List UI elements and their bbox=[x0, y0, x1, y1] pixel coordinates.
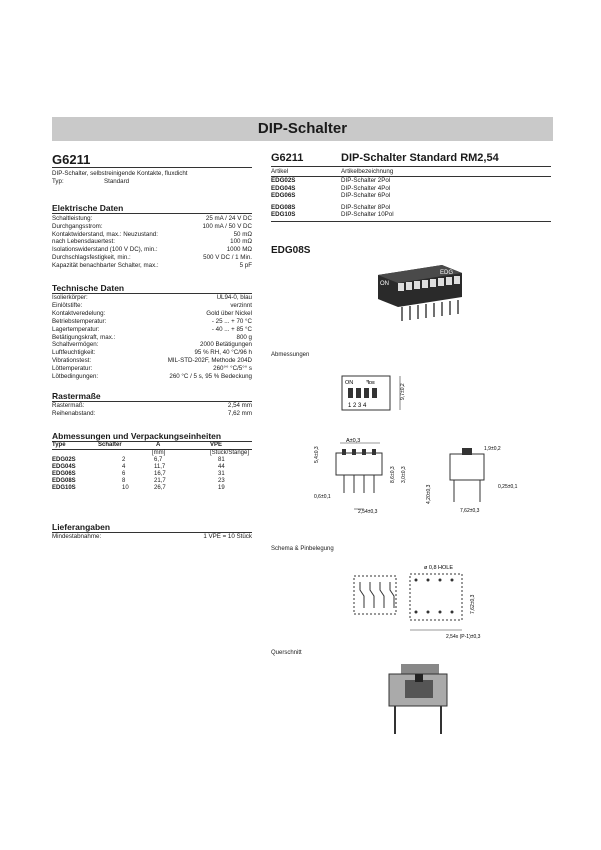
spec-row bbox=[52, 318, 252, 326]
dim-06: 0,6±0,1 bbox=[314, 494, 331, 500]
article-code: EDG08S bbox=[271, 203, 296, 211]
spec-row bbox=[52, 238, 252, 246]
divider bbox=[52, 167, 252, 168]
spec-label: nach Lebensdauertest: bbox=[52, 238, 115, 246]
row-dim: 7,62±0,3 bbox=[470, 594, 476, 614]
unit-a: [mm] bbox=[152, 450, 166, 456]
spec-row bbox=[52, 223, 252, 231]
spec-label: Kontaktwiderstand, max.: Neuzustand: bbox=[52, 230, 158, 238]
right-code: G6211 bbox=[271, 152, 304, 164]
divider bbox=[271, 221, 551, 222]
table-row bbox=[52, 485, 252, 492]
spec-value: - 25 ... + 70 °C bbox=[211, 317, 252, 325]
table-units bbox=[52, 450, 252, 458]
dim-19: 1,9±0,2 bbox=[484, 446, 501, 452]
dim-254: 2,54±0,3 bbox=[358, 509, 378, 515]
dim-97: 9,7±0,2 bbox=[400, 383, 406, 400]
table-row bbox=[52, 457, 252, 464]
table-cell: 8 bbox=[122, 478, 126, 484]
hole-label: ø 0,8 HOLE bbox=[424, 565, 454, 571]
spec-label: Isolierkörper: bbox=[52, 294, 88, 301]
table-cell: 81 bbox=[218, 457, 225, 463]
liefer-value: 1 VPE = 10 Stück bbox=[203, 533, 252, 540]
caption-abmessungen: Abmessungen bbox=[271, 352, 310, 358]
spec-label: Durchgangsstrom: bbox=[52, 222, 103, 230]
table-cell: EDG02S bbox=[52, 457, 76, 463]
article-desc: DIP-Schalter 4Pol bbox=[341, 184, 391, 192]
caption-schema: Schema & Pinbelegung bbox=[271, 546, 334, 552]
spec-label: Betätigungskraft, max.: bbox=[52, 333, 116, 341]
spec-label: Kapazität benachbarter Schalter, max.: bbox=[52, 261, 159, 269]
table-cell: 23 bbox=[218, 478, 225, 484]
spec-row bbox=[52, 262, 252, 270]
spec-value: 100 mΩ bbox=[230, 238, 252, 246]
table-cell: 44 bbox=[218, 464, 225, 470]
unit-vpe: [Stück/Stange] bbox=[210, 450, 250, 456]
spec-row bbox=[52, 246, 252, 254]
end-view-drawing bbox=[420, 440, 530, 515]
table-row bbox=[52, 471, 252, 478]
section-abm: Abmessungen und Verpackungseinheiten bbox=[52, 431, 252, 442]
spec-label: Schaltvermögen: bbox=[52, 341, 99, 349]
spec-label: Einlötstifte: bbox=[52, 301, 83, 309]
table-header bbox=[52, 442, 252, 450]
spec-row bbox=[52, 326, 252, 334]
col-a: A bbox=[156, 442, 161, 448]
spec-row bbox=[52, 334, 252, 342]
spec-row bbox=[52, 365, 252, 373]
spec-value: 2000 Betätigungen bbox=[200, 341, 252, 349]
spec-row bbox=[52, 410, 252, 418]
article-desc: DIP-Schalter 6Pol bbox=[341, 192, 391, 200]
col-bez: Artikelbezeichnung bbox=[341, 168, 394, 175]
spec-row bbox=[52, 294, 252, 302]
table-cell: 26,7 bbox=[154, 485, 166, 491]
caption-querschnitt: Querschnitt bbox=[271, 650, 302, 656]
spec-row bbox=[52, 231, 252, 239]
spec-row bbox=[52, 349, 252, 357]
schematic-drawing bbox=[350, 562, 500, 642]
article-code: EDG04S bbox=[271, 184, 296, 192]
sw-nums: 1 2 3 4 bbox=[348, 403, 367, 409]
spec-row bbox=[52, 373, 252, 381]
table-cell: 6,7 bbox=[154, 457, 163, 463]
spec-value: 5 pF bbox=[239, 261, 252, 269]
spec-label: Lötbedingungen: bbox=[52, 373, 99, 380]
section-tech: Technische Daten bbox=[52, 283, 252, 294]
dim-30: 3,0±0,3 bbox=[401, 466, 407, 483]
col-schalter: Schalter bbox=[98, 442, 122, 448]
spec-value: MIL-STD-202F, Methode 204D bbox=[167, 357, 252, 365]
product-desc: DIP-Schalter, selbstreinigende Kontakte, fluxdicht bbox=[52, 170, 188, 177]
spec-row bbox=[52, 402, 252, 410]
dim-762: 7,62±0,3 bbox=[460, 508, 480, 514]
dim-86: 8,6±0,3 bbox=[390, 466, 396, 483]
dim-a: A±0,3 bbox=[346, 438, 361, 444]
dim-54: 5,4±0,3 bbox=[314, 446, 320, 463]
sw-on: ON bbox=[345, 380, 354, 386]
table-row bbox=[52, 478, 252, 485]
table-cell: EDG04S bbox=[52, 464, 76, 470]
spec-label: Kontaktveredelung: bbox=[52, 309, 106, 317]
article-desc: DIP-Schalter 10Pol bbox=[341, 211, 394, 219]
spec-value: 1000 MΩ bbox=[226, 246, 252, 254]
spec-value: 100 mA / 50 V DC bbox=[202, 222, 252, 230]
spec-label: Durchschlagsfestigkeit, min.: bbox=[52, 254, 131, 261]
product-photo bbox=[370, 255, 470, 335]
spec-label: Löttemperatur: bbox=[52, 365, 93, 373]
sw-brand: ꟻᴅᴇ bbox=[366, 380, 375, 386]
spec-value: 260°° °C/5°° s bbox=[213, 365, 252, 373]
table-cell: 11,7 bbox=[154, 464, 166, 470]
spec-value: 25 mA / 24 V DC bbox=[205, 215, 252, 222]
article-code: EDG10S bbox=[271, 211, 296, 219]
spec-row bbox=[52, 215, 252, 223]
typ-value: Standard bbox=[104, 178, 130, 185]
table-cell: EDG10S bbox=[52, 485, 76, 491]
spec-label: Betriebstemperatur: bbox=[52, 317, 107, 325]
divider bbox=[271, 176, 551, 177]
table-cell: 10 bbox=[122, 485, 129, 491]
cross-section-drawing bbox=[385, 660, 455, 740]
section-liefer: Lieferangaben bbox=[52, 522, 252, 533]
spec-value: 800 g bbox=[236, 333, 252, 341]
spec-value: 260 °C / 5 s, 95 % Bedeckung bbox=[169, 373, 252, 380]
spec-value: Gold über Nickel bbox=[206, 309, 252, 317]
typ-label: Typ: bbox=[52, 178, 64, 185]
col-artikel: Artikel bbox=[271, 168, 289, 175]
table-cell: 16,7 bbox=[154, 471, 166, 477]
spec-label: Reihenabstand: bbox=[52, 409, 96, 417]
divider bbox=[271, 166, 551, 167]
article-desc: DIP-Schalter 2Pol bbox=[341, 177, 391, 184]
dim-420: 4,20±0,3 bbox=[426, 484, 432, 504]
section-elec: Elektrische Daten bbox=[52, 203, 252, 214]
section-raster: Rastermaße bbox=[52, 391, 252, 402]
col-vpe: VPE bbox=[210, 442, 223, 448]
title-bar bbox=[52, 117, 553, 141]
article-code: EDG06S bbox=[271, 192, 296, 200]
right-name: DIP-Schalter Standard RM2,54 bbox=[341, 152, 499, 164]
spec-value: verzinnt bbox=[230, 301, 252, 309]
table-cell: 31 bbox=[218, 471, 225, 477]
table-cell: EDG06S bbox=[52, 471, 76, 477]
spec-value: 500 V DC / 1 Min. bbox=[203, 254, 252, 261]
spec-row bbox=[52, 302, 252, 310]
article-desc: DIP-Schalter 8Pol bbox=[341, 203, 391, 211]
spec-label: Vibrationstest: bbox=[52, 357, 92, 365]
page-title: DIP-Schalter bbox=[257, 120, 348, 137]
table-cell: EDG08S bbox=[52, 478, 76, 484]
spec-value: 50 mΩ bbox=[233, 230, 252, 238]
spec-label: Rastermaß: bbox=[52, 402, 85, 409]
article-code: EDG02S bbox=[271, 177, 296, 184]
spec-value: - 40 ... + 85 °C bbox=[211, 325, 252, 333]
spec-value: 2,54 mm bbox=[227, 402, 252, 409]
dim-025: 0,25±0,1 bbox=[498, 484, 518, 490]
spec-label: Lagertemperatur: bbox=[52, 325, 100, 333]
liefer-label: Mindestabnahme: bbox=[52, 533, 102, 540]
spec-value: 7,62 mm bbox=[227, 409, 252, 417]
top-view-drawing bbox=[340, 372, 420, 422]
photo-edg: EDG bbox=[440, 270, 454, 276]
table-cell: 2 bbox=[122, 457, 126, 463]
photo-on: ON bbox=[380, 281, 389, 287]
spec-row bbox=[52, 341, 252, 349]
table-cell: 21,7 bbox=[154, 478, 166, 484]
packaging-table bbox=[52, 442, 252, 492]
spec-value: 95 % RH, 40 °C/96 h bbox=[194, 349, 252, 357]
pitch-dim: 2,54x (P-1)±0,3 bbox=[446, 634, 481, 640]
product-code: G6211 bbox=[52, 152, 91, 167]
spec-value: UL94-0, blau bbox=[216, 294, 252, 301]
spec-label: Schaltleistung: bbox=[52, 215, 93, 222]
spec-label: Luftfeuchtigkeit: bbox=[52, 349, 96, 357]
spec-row bbox=[52, 254, 252, 262]
table-cell: 19 bbox=[218, 485, 225, 491]
table-cell: 4 bbox=[122, 464, 126, 470]
photo-title: EDG08S bbox=[271, 245, 311, 256]
table-row bbox=[52, 464, 252, 471]
side-view-drawing bbox=[310, 435, 410, 515]
spec-row bbox=[52, 357, 252, 365]
spec-label: Isolationswiderstand (100 V DC), min.: bbox=[52, 246, 158, 254]
table-cell: 6 bbox=[122, 471, 126, 477]
col-type: Type bbox=[52, 442, 66, 448]
spec-row bbox=[52, 310, 252, 318]
